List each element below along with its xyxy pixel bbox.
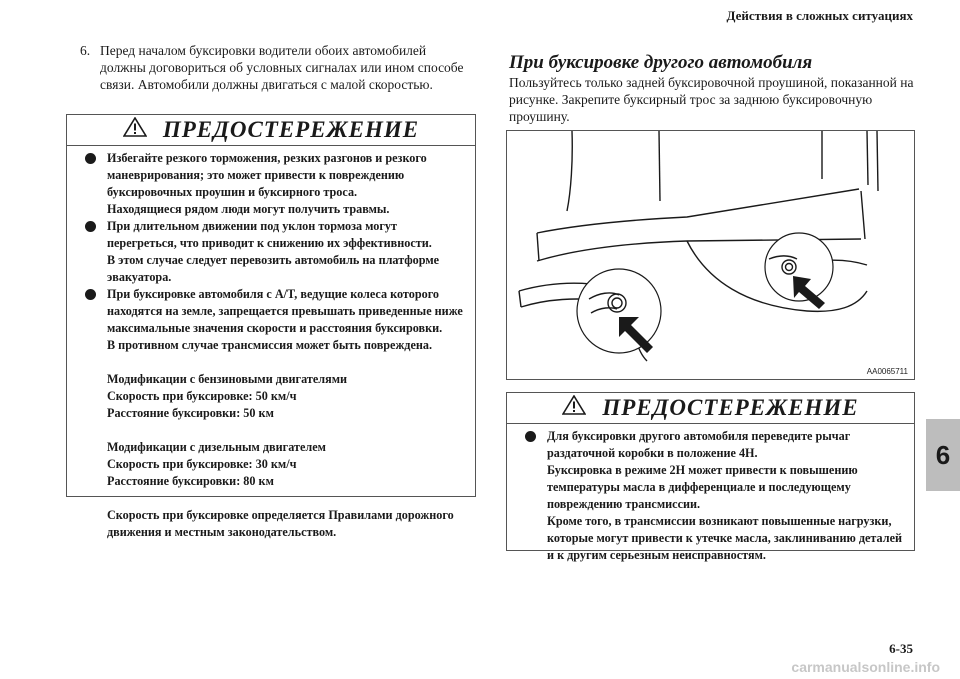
figure-code: AA0065711: [866, 367, 908, 376]
warning-title: [507, 393, 914, 424]
warning-triangle-icon: [123, 117, 147, 143]
bullet-icon: [525, 431, 536, 442]
diesel-title: Модификации с дизельным двигателем: [107, 440, 326, 454]
diesel-distance: Расстояние буксировки: 80 км: [107, 474, 274, 488]
petrol-distance: Расстояние буксировки: 50 км: [107, 406, 274, 420]
bullet-text: В этом случае следует перевозить автомобиль на платформе эвакуатора.: [107, 253, 440, 284]
bullet-text: Кроме того, в трансмиссии возникают повышенные нагрузки, которые могут привести к утечке масла, заклиниванию деталей и к другим серьезным неисправностям.: [547, 514, 903, 562]
item-number: 6.: [80, 43, 91, 58]
petrol-limits: [85, 371, 465, 422]
warning-body: [67, 146, 475, 547]
section-heading: При буксировке другого автомобиля: [509, 52, 813, 73]
warning-box-right: [506, 392, 915, 562]
warning-bullet: [525, 428, 904, 564]
warning-title: [67, 115, 475, 146]
diesel-speed: Скорость при буксировке: 30 км/ч: [107, 457, 297, 471]
warning-bullet: [85, 150, 465, 218]
bullet-text: Находящиеся рядом люди могут получить травмы.: [107, 202, 390, 216]
warning-body: [507, 424, 914, 570]
warning-box-left: [66, 114, 476, 539]
warning-bullet: [85, 218, 465, 286]
bullet-text: При длительном движении под уклон тормоза могут перегреться, что приводит к снижению их эффективности.: [107, 219, 432, 250]
towing-eye-illustration: [507, 131, 914, 379]
bullet-text: Избегайте резкого торможения, резких разгонов и резкого маневрирования; это может привести к повреждению буксировочных проушин и буксирного троса.: [107, 151, 427, 199]
warning-bullet: [85, 286, 465, 354]
bullet-icon: [85, 153, 96, 164]
diesel-limits: [85, 439, 465, 490]
bullet-text: Для буксировки другого автомобиля переведите рычаг раздаточной коробки в положение 4H.: [547, 429, 851, 460]
list-item-6: [80, 42, 475, 93]
watermark: carmanualsonline.info: [791, 659, 940, 675]
warning-title-text: ПРЕДОСТЕРЕЖЕНИЕ: [162, 117, 420, 142]
page-header: Действия в сложных ситуациях: [726, 8, 913, 23]
chapter-tab: 6: [926, 419, 960, 491]
bullet-icon: [85, 221, 96, 232]
bullet-text: В противном случае трансмиссия может быть повреждена.: [107, 338, 433, 352]
section-text: Пользуйтесь только задней буксировочной проушиной, показанной на рисунке. Закрепите буксирный трос за заднюю буксировочную проушину.: [509, 75, 914, 124]
bullet-icon: [85, 289, 96, 300]
warning-triangle-icon: [562, 395, 586, 421]
law-note: [85, 507, 465, 541]
bullet-text: При буксировке автомобиля с A/T, ведущие колеса которого находятся на земле, запрещается превышать приведенные ниже максимальные значения скорости и расстояния буксировки.: [107, 287, 463, 335]
petrol-title: Модификации с бензиновыми двигателями: [107, 372, 348, 386]
item-text: Перед началом буксировки водители обоих автомобилей должны договориться об условных сигналах или ином способе связи. Автомобили должны двигаться с малой скоростью.: [100, 43, 464, 92]
petrol-speed: Скорость при буксировке: 50 км/ч: [107, 389, 297, 403]
page-number: 6-35: [889, 641, 913, 656]
bullet-text: Буксировка в режиме 2H может привести к повышению температуры масла в дифференциале и последующему повреждению трансмиссии.: [547, 463, 858, 511]
law-note-text: Скорость при буксировке определяется Правилами дорожного движения и местным законодательством.: [107, 508, 454, 539]
warning-title-text: ПРЕДОСТЕРЕЖЕНИЕ: [602, 395, 859, 420]
towing-eye-figure: [506, 130, 915, 380]
